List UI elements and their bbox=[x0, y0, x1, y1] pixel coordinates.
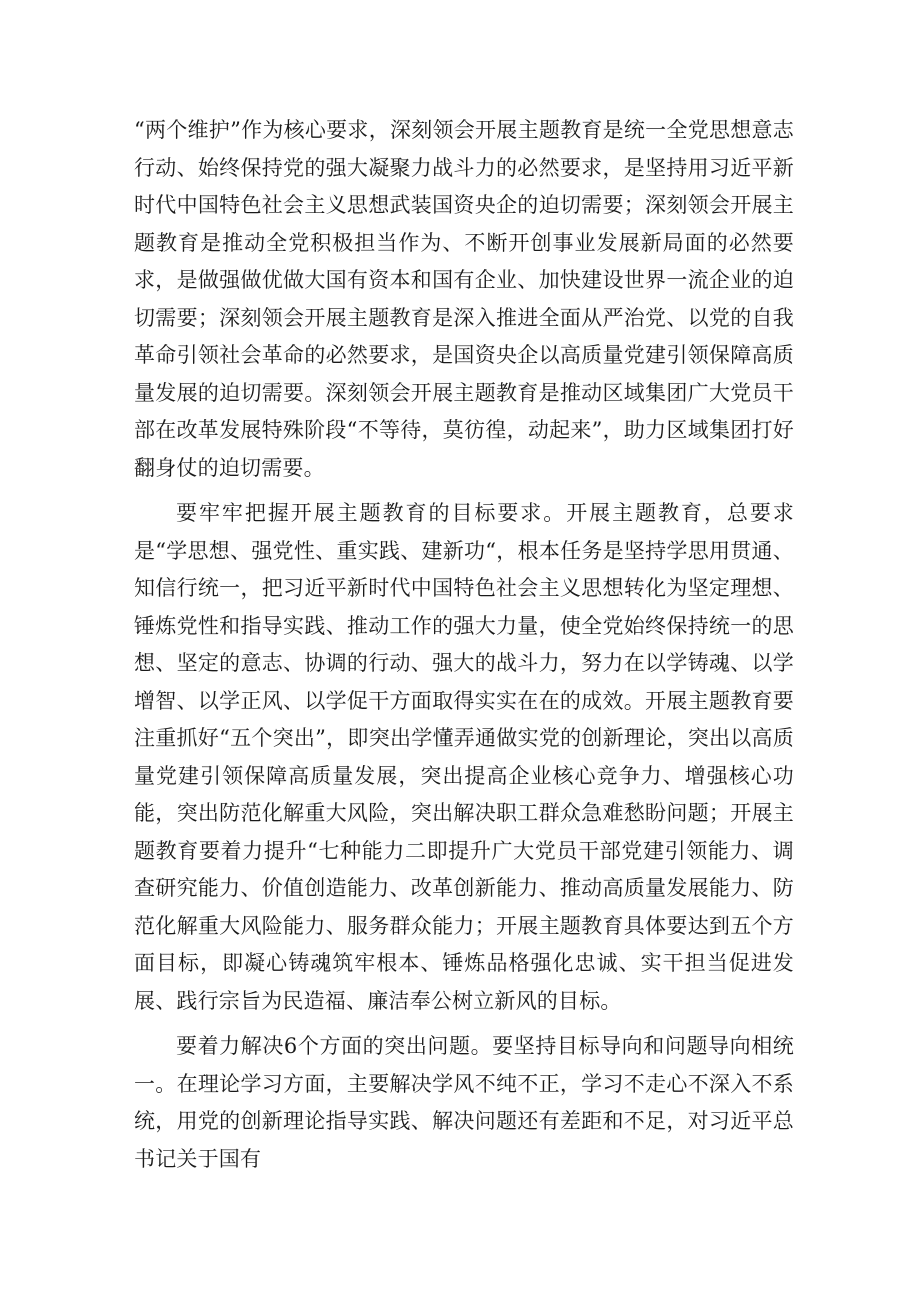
paragraph-objectives: 要牢牢把握开展主题教育的目标要求。开展主题教育，总要求是“学思想、强党性、重实践、建新功“，根本任务是坚持学思用贯通、知信行统一，把习近平新时代中国特色社会主义思想转化为坚定理想、锤炼党性和指导实践、推动工作的强大力量，使全党始终保持统一的思想、坚定的意志、协调的行动、强大的战斗力，努力在以学铸魂、以学增智、以学正风、以学促干方面取得实实在在的成效。开展主题教育要注重抓好“五个突出”，即突出学懂弄通做实党的创新理论，突出以高质量党建引领保障高质量发展，突出提高企业核心竞争力、增强核心功能，突出防范化解重大风险，突出解决职工群众急难愁盼问题；开展主题教育要着力提升“七种能力二即提升广大党员干部党建引领能力、调查研究能力、价值创造能力、改革创新能力、推动高质量发展能力、防范化解重大风险能力、服务群众能力；开展主题教育具体要达到五个方面目标，即凝心铸魂筑牢根本、锤炼品格强化忠诚、实干担当促进发展、践行宗旨为民造福、廉洁奉公树立新风的目标。 bbox=[134, 501, 794, 1013]
document-body bbox=[134, 112, 794, 1186]
paragraph-two-safeguards: “两个维护”作为核心要求，深刻领会开展主题教育是统一全党思想意志行动、始终保持党的强大凝聚力战斗力的必然要求，是坚持用习近平新时代中国特色社会主义思想武装国资央企的迫切需要；深刻领会开展主题教育是推动全党积极担当作为、不断开创事业发展新局面的必然要求，是做强做优做大国有资本和国有企业、加快建设世界一流企业的迫切需要；深刻领会开展主题教育是深入推进全面从严治党、以党的自我革命引领社会革命的必然要求，是国资央企以高质量党建引领保障高质量发展的迫切需要。深刻领会开展主题教育是推动区域集团广大党员干部在改革发展特殊阶段“不等待，莫彷徨，动起来”，助力区域集团打好翻身仗的迫切需要。 bbox=[134, 118, 794, 480]
paragraph-problems: 要着力解决6个方面的突出问题。要坚持目标导向和问题导向相统一。在理论学习方面，主要解决学风不纯不正，学习不走心不深入不系统，用党的创新理论指导实践、解决问题还有差距和不足，对习近平总书记关于国有 bbox=[134, 1034, 794, 1171]
